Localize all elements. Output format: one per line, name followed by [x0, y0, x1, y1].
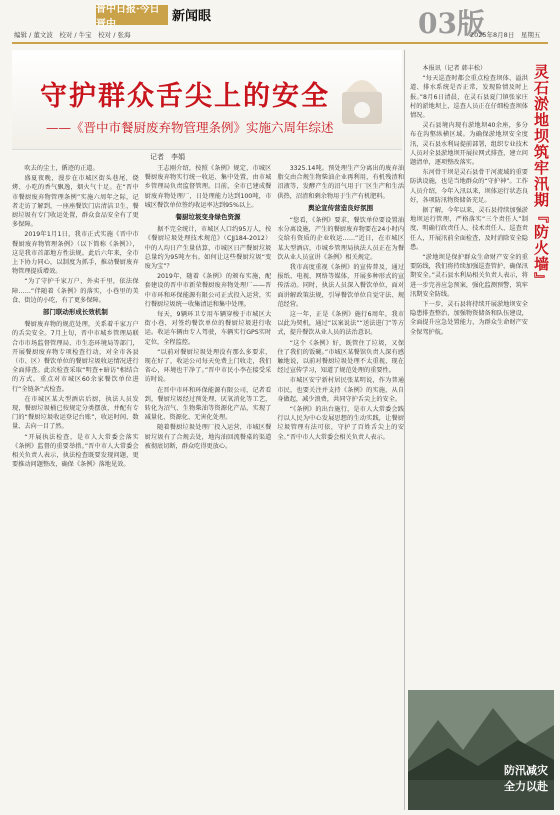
paragraph: 在晋中市环和环保能源有限公司，记者看到，餐厨垃圾经过预处理、厌氧消化等工艺，转化为沼气、生物柴油等资源化产品，实现了减量化、资源化、无害化处理。 — [144, 386, 272, 422]
page-number: 03版 — [418, 7, 485, 40]
issue-date: 2025年8月8日 星期五 — [470, 31, 541, 39]
paragraph: 我市高度重视《条例》的宣传普及，通过报纸、电视、网络等媒体，开展多种形式的宣传活动。同时，执法人员深入餐饮单位，面对面讲解政策法规，引导餐饮单位自觉守法、规范经营。 — [277, 264, 405, 308]
paragraph: 在市城区某大型酒店后厨，执法人员发现，餐厨垃圾桶已按规定分类摆放，并配有专门的“餐厨垃圾收运登记台账”，收运时间、数量、去向一目了然。 — [12, 395, 139, 431]
paragraph: 餐厨废弃物的规范处理，关系着千家万户的舌尖安全。7月上旬，晋中市城乡管理局联合市市场监督管理局、市生态环境局等部门，开展餐厨废弃物专项检查行动，对全市各县（市、区）餐饮单位的餐厨垃圾收运情况进行全面排查。此次检查采取“明查+暗访”相结合的方式，重点对市城区60余家餐饮单位进行“全链条”式检查。 — [12, 321, 139, 393]
paper-name: 晋中日报·今日晋中 — [96, 5, 168, 25]
flood-prevention-banner — [408, 690, 554, 810]
section-heading: 舆论宣传营造良好氛围 — [308, 203, 374, 212]
paragraph: “《条例》的出台施行，是市人大常委会践行以人民为中心发展思想的生动实践，让餐厨垃圾管理有法可依，守护了百姓舌尖上的安全。”晋中市人大常委会相关负责人表示。 — [277, 406, 405, 441]
paragraph: “淤地坝是保护群众生命财产安全的重要防线，我们将持续加强巡查管护，确保汛期安全。”灵石县水利局相关负责人表示，将进一步完善应急预案，强化监测预警，筑牢汛期安全防线。 — [410, 254, 528, 298]
section-name: 新闻眼 — [172, 9, 212, 24]
paragraph: 2019年，随着《条例》的颁布实施，配套建设的晋中市新荣餐厨废弃物处理厂——晋中市环和环保能源有限公司正式投入运营，实行餐厨垃圾统一收集清运和集中处理。 — [144, 273, 272, 308]
paragraph: 东河骨干坝是灵石县骨干河流域的重要防洪设施，也是当地群众的“守护神”。工作人员介绍，今年入汛以来，坝体运行状态良好，各项防汛物资储备充足。 — [410, 169, 528, 204]
article-body — [12, 164, 404, 808]
article-headline: 守护群众舌尖上的安全 — [40, 81, 330, 112]
section-heading: 餐厨垃圾变身绿色资源 — [175, 213, 241, 222]
banner-line-1: 防汛减灾 — [504, 764, 548, 777]
column-divider — [404, 50, 405, 810]
paragraph: “以前对餐厨垃圾处理没有那么多要求，现在好了，收运公司每天免费上门收走，我们省心，环境也干净了。”晋中市民小李在接受采访时说。 — [144, 348, 272, 384]
article-column-1 — [12, 164, 139, 808]
paragraph: “为了守护千家万户，外卖千里，依法保障……”伴随着《条例》的落实，小巷里的美食、街边的小吃，有了更多保障。 — [12, 278, 139, 304]
article-column-2 — [145, 164, 272, 808]
paragraph: 随着餐厨垃圾处理厂投入运营，市城区餐厨垃圾有了合规去处，地沟油回流餐桌的渠道被彻底切断，群众吃得更放心。 — [144, 424, 272, 450]
masthead-rule — [12, 42, 548, 44]
article-column-3 — [277, 164, 404, 808]
paragraph: 下一步，灵石县将持续开展淤地坝安全隐患排查整治，加强物资储备和队伍建设，全面提升应急处置能力，为群众生命财产安全保驾护航。 — [410, 301, 528, 336]
editors-line: 编辑 / 董文波 校对 / 牛宝 校对 / 张海 — [14, 31, 131, 39]
paragraph: 每天，9辆环卫专用车辆穿梭于市城区大街小巷，对签约餐饮单位的餐厨垃圾进行收运。收运车辆由专人驾驶，车辆实行GPS实时定位，全程监控。 — [144, 311, 272, 346]
paragraph: 吹去的尘土，循迹的正道。 — [24, 165, 99, 172]
paragraph: 3325.14吨。预处理生产分离出的废弃油脂交由合规生物柴油企业再利用，有机残渣和沼液等，发酵产生的沼气用于厂区生产和生活供热，沼渣和剩余物用于生产有机肥料。 — [277, 165, 405, 200]
article-hero — [12, 50, 402, 150]
paragraph: “您看，《条例》要求，餐饮单位要设置油水分离设施，产生的餐厨废弃物要在24小时内交给有资质的企业收运……”近日，在市城区某大型酒店，市城乡管理局执法人员正在为餐饮从业人员宣讲《条例》相关规定。 — [277, 217, 405, 261]
paragraph: 灵石县境内现有淤地坝40余座，多分布在沟壑纵横区域。为确保淤地坝安全度汛，灵石县水利局提前部署，组织专业技术人员对全县淤地坝开展拉网式排查，建立问题清单，逐项整改落实。 — [410, 122, 528, 167]
masthead — [0, 0, 560, 46]
paragraph: “每天巡查时都会重点检查坝体、溢洪道、排水系统是否正常，发现险情及时上报。”8月6日清晨，在灵石县夏门镇张家庄村的淤地坝上，巡查人员正在仔细检查坝体情况。 — [410, 75, 528, 120]
paragraph: 据不完全统计，市城区人口约95万人，按《餐厨垃圾处理技术规范》（CJJ184-2012）中的人均日产生量估算，市城区日产餐厨垃圾总量约为95吨左右。如何让这些餐厨垃圾“变废为宝”？ — [144, 226, 272, 271]
sidebar-body — [410, 64, 528, 338]
article-subheadline: ——《晋中市餐厨废弃物管理条例》实施六周年综述 — [46, 120, 334, 135]
article-byline: 记者 李娟 — [150, 153, 185, 161]
paragraph: 2019年1月1日，我市正式实施《晋中市餐厨废弃物管理条例》（以下简称《条例》），这是我市首部地方性法规。此后六年来，全市上下协力同心，以制度为抓手，推动餐厨废弃物管理提质增效。 — [12, 231, 139, 276]
banner-line-2: 全力以赴 — [504, 780, 548, 793]
kitchen-icon — [332, 62, 392, 132]
sidebar-author: 本报讯（记者 韩丰松） — [422, 65, 487, 72]
paragraph: 王志刚介绍，按照《条例》规定，市城区餐厨废弃物实行统一收运、集中处置，由市城乡管理局负责监督管理。目前，全市已建成餐厨废弃物处理厂，日处理能力达到100吨，市城区餐饮单位签约收运率达到95%以上。 — [144, 165, 272, 209]
paragraph: 市城区安宁新村居民张某明说，作为普通市民，也要关注并支持《条例》的实施，从自身做起，减少浪费，共同守护舌尖上的安全。 — [277, 377, 405, 403]
sidebar-article — [408, 50, 554, 810]
paragraph: 这一年，正是《条例》施行6周年，我市以此为契机，通过“以案说法”“送法进门”等方式，提升餐饮从业人员的法治意识。 — [277, 311, 405, 337]
paragraph: “这个《条例》好，既管住了垃圾，又保住了我们的饭碗。”市城区某餐馆负责人深有感触地说，以前对餐厨垃圾处理不太重视，现在经过宣传学习，知道了规范处理的重要性。 — [277, 339, 405, 375]
paragraph: “开展执法检查，是市人大常委会落实《条例》监督的重要举措。”晋中市人大常委会相关负责人表示，执法检查既要发现问题，更要推动问题整改，确保《条例》落地见效。 — [12, 433, 139, 469]
paragraph: 盛夏夜晚，漫步在市城区街头巷尾，烧烤、小吃的香气飘逸，烟火气十足。在“晋中市餐厨废弃物管理条例”实施六周年之际，记者走访了解到，一座座餐饮门店清洁卫生，餐厨垃圾有专门收运处置，群众食品安全有了更多保障。 — [12, 175, 139, 229]
paragraph: 据了解，今年以来，灵石县持续加强淤地坝运行管理，严格落实“三个责任人”制度，明确行政责任人、技术责任人、巡查责任人，开展汛前全面检查，及时消除安全隐患。 — [410, 207, 528, 251]
section-heading: 部门联动形成长效机制 — [42, 308, 108, 317]
sidebar-headline: 灵石淤地坝筑牢汛期『防火墙』 — [532, 64, 550, 288]
